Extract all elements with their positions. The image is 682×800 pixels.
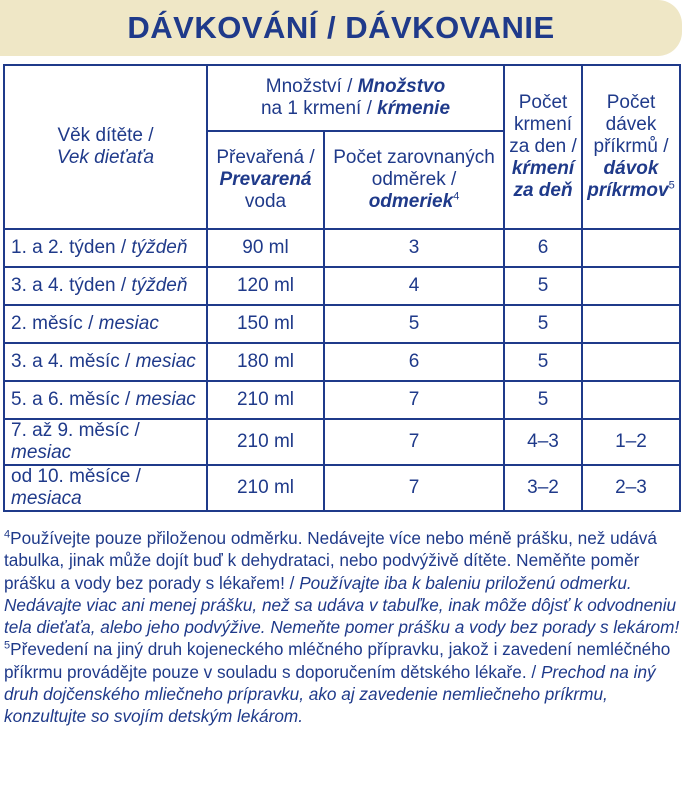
row-scoops: 4: [324, 267, 504, 305]
header-supp-cz-2: dávek: [605, 114, 657, 135]
row-feeds: 6: [504, 229, 582, 267]
table-row: [4, 381, 680, 419]
header-per-feed-cz: na 1 krmení /: [260, 98, 372, 119]
header-scoops-footnote-mark: 4: [453, 190, 460, 203]
header-scoops-sk: odmeriek: [368, 191, 454, 212]
header-water-cz: Převařená /: [216, 147, 315, 168]
row-age: [4, 465, 207, 511]
header-supp-cz-3: příkrmů /: [593, 136, 669, 157]
footnote-5-cz: Převedení na jiný druh kojeneckého mléčného přípravku, jakož i zavedení nemléčného příkrmu provádějte pouze v souladu s doporučením dětského lékaře. /: [4, 639, 671, 682]
row-water: 150 ml: [207, 305, 324, 343]
header-scoops: [324, 131, 504, 229]
row-supplements: 1–2: [582, 419, 680, 465]
row-age: [4, 229, 207, 267]
table-row: [4, 465, 680, 511]
row-scoops: 5: [324, 305, 504, 343]
row-scoops: 7: [324, 419, 504, 465]
footnote-5-mark: 5: [4, 639, 11, 652]
row-age-cz: 1. a 2. týden /: [11, 237, 132, 258]
row-age-cz: 7. až 9. měsíc /: [11, 420, 140, 441]
row-age-sk: mesiac: [135, 389, 196, 410]
header-feeds-cz-3: za den /: [509, 136, 577, 157]
dosage-table: [3, 64, 681, 512]
row-supplements: [582, 267, 680, 305]
header-supplements: [582, 65, 680, 229]
row-water: 210 ml: [207, 465, 324, 511]
table-row: [4, 305, 680, 343]
row-scoops: 7: [324, 381, 504, 419]
row-age: [4, 267, 207, 305]
header-age-sk: Vek dieťaťa: [56, 147, 155, 168]
header-feeds-cz-2: krmení: [513, 114, 573, 135]
row-age-cz: 5. a 6. měsíc /: [11, 389, 136, 410]
row-feeds: 3–2: [504, 465, 582, 511]
header-age-cz: Věk dítěte /: [57, 125, 154, 146]
header-feeds-cz-1: Počet: [518, 92, 568, 113]
row-age-sk: týždeň: [131, 237, 188, 258]
header-amount: [207, 65, 504, 131]
page-title: DÁVKOVÁNÍ / DÁVKOVANIE: [127, 10, 555, 45]
row-age-sk: mesiac: [11, 442, 72, 463]
header-supp-footnote-mark: 5: [668, 179, 675, 192]
header-water-sk-2: voda: [244, 191, 287, 212]
footnote-5: [4, 638, 680, 727]
row-scoops: 7: [324, 465, 504, 511]
table-header-row-1: [4, 65, 680, 131]
table-row: [4, 419, 680, 465]
header-supp-sk-2: príkrmov: [587, 180, 669, 201]
row-age: [4, 419, 207, 465]
row-scoops: 6: [324, 343, 504, 381]
table-row: [4, 343, 680, 381]
header-water: [207, 131, 324, 229]
header-feeds: [504, 65, 582, 229]
row-feeds: 5: [504, 381, 582, 419]
row-water: 210 ml: [207, 381, 324, 419]
title-banner: [0, 0, 682, 56]
row-supplements: [582, 305, 680, 343]
table-row: [4, 229, 680, 267]
header-feeds-sk-2: za deň: [513, 180, 573, 201]
footnote-4-cz: Používejte pouze přiloženou odměrku. Nedávejte více nebo méně prášku, než udává tabulka, jinak může dojít buď k dehydrataci, nebo podvýživě dítěte. Neměňte poměr prášku a vody bez porady s lékařem! /: [4, 528, 657, 593]
row-feeds: 5: [504, 343, 582, 381]
footnote-4-sk: Používajte iba k baleniu priloženú odmerku. Nedávajte viac ani menej prášku, než sa udáva v tabuľke, inak môže dôjsť k odvodneniu tela dieťaťa, alebo jeho podvýžive. Nemeňte pomer prášku a vody bez porady s lekárom!: [4, 572, 680, 638]
header-amount-cz: Množství /: [265, 76, 353, 97]
header-scoops-cz: Počet zarovnaných odměrek /: [333, 147, 495, 190]
row-water: 210 ml: [207, 419, 324, 465]
row-age-cz: 3. a 4. měsíc /: [11, 351, 136, 372]
footnote-4: [4, 527, 680, 638]
row-age: [4, 343, 207, 381]
row-feeds: 5: [504, 267, 582, 305]
header-supp-sk-1: dávok: [603, 158, 659, 179]
header-age: [4, 65, 207, 229]
row-age-sk: mesiac: [98, 313, 159, 334]
row-feeds: 4–3: [504, 419, 582, 465]
footnote-4-mark: 4: [4, 528, 11, 541]
row-age-cz: 2. měsíc /: [11, 313, 99, 334]
row-feeds: 5: [504, 305, 582, 343]
row-supplements: 2–3: [582, 465, 680, 511]
footnote-5-sk: Prechod na iný druh dojčenského mliečneho prípravku, ako aj zavedenie nemliečneho príkrmu, konzultujte so svojím detským lekárom.: [4, 661, 656, 727]
row-water: 180 ml: [207, 343, 324, 381]
row-age-sk: týždeň: [131, 275, 188, 296]
header-water-sk-1: Prevarená: [219, 169, 312, 190]
row-scoops: 3: [324, 229, 504, 267]
row-age: [4, 305, 207, 343]
row-age-sk: mesiaca: [11, 488, 82, 509]
row-age: [4, 381, 207, 419]
header-per-feed-sk: kŕmenie: [377, 98, 451, 119]
table-row: [4, 267, 680, 305]
footnotes: [4, 527, 680, 728]
row-supplements: [582, 229, 680, 267]
header-supp-cz-1: Počet: [606, 92, 656, 113]
header-amount-sk: Množstvo: [357, 76, 446, 97]
row-age-cz: 3. a 4. týden /: [11, 275, 132, 296]
row-water: 120 ml: [207, 267, 324, 305]
header-feeds-sk-1: kŕmení: [511, 158, 575, 179]
row-supplements: [582, 381, 680, 419]
row-age-sk: mesiac: [135, 351, 196, 372]
row-age-cz: od 10. měsíce /: [11, 466, 141, 487]
row-water: 90 ml: [207, 229, 324, 267]
row-supplements: [582, 343, 680, 381]
